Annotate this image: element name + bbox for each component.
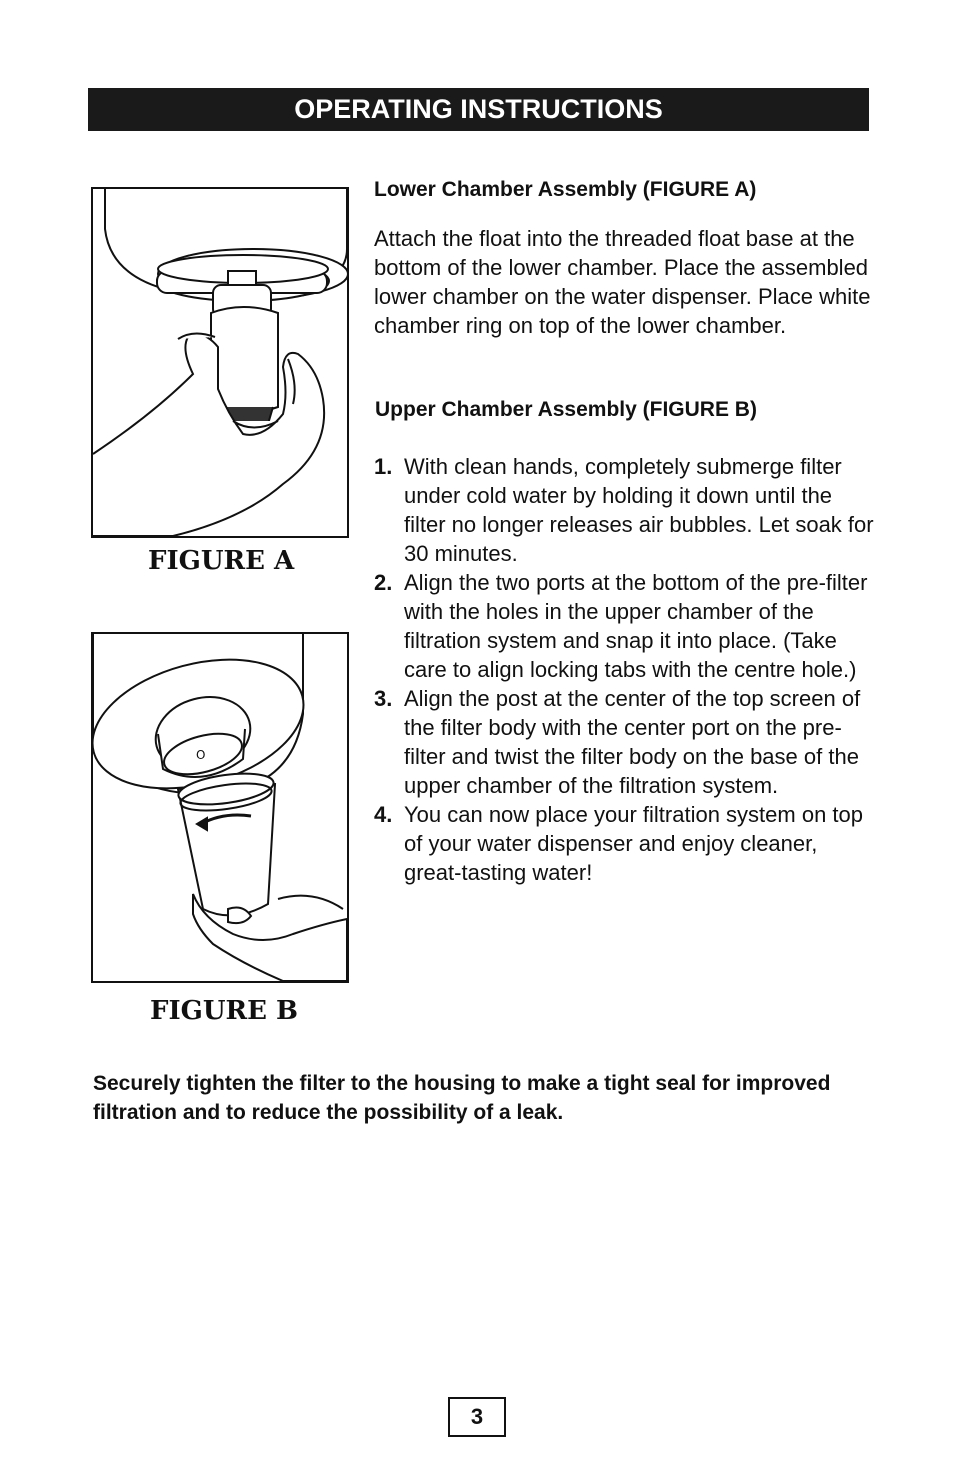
hand-twisting-filter-icon: [93, 634, 347, 981]
list-item: [374, 568, 874, 684]
page-number: 3: [448, 1397, 506, 1437]
step-text: Align the post at the center of the top screen of the filter body with the center port on the pre-filter and twist the filter body on the base of the upper chamber of the filtration system.: [404, 686, 861, 798]
page-title: OPERATING INSTRUCTIONS: [294, 94, 663, 124]
upper-chamber-steps: [374, 452, 874, 887]
svg-text:O: O: [196, 748, 206, 762]
step-number: 3.: [374, 686, 393, 711]
figure-a-illustration: [91, 187, 349, 538]
list-item: [374, 452, 874, 568]
step-number: 2.: [374, 570, 393, 595]
figure-b-illustration: [91, 632, 349, 983]
lower-chamber-heading: Lower Chamber Assembly (FIGURE A): [374, 178, 757, 201]
figure-b-caption: FIGURE B: [150, 996, 298, 1026]
instructions-column: [374, 178, 874, 887]
step-text: Align the two ports at the bottom of the pre-filter with the holes in the upper chamber of the filtration system and snap it into place. (Take care to align locking tabs with the centre hole.): [404, 570, 868, 682]
step-text: With clean hands, completely submerge filter under cold water by holding it down until the filter no longer releases air bubbles. Let soak for 30 minutes.: [404, 454, 874, 566]
step-number: 4.: [374, 802, 393, 827]
hand-attaching-float-icon: [93, 189, 347, 536]
lower-chamber-body: Attach the float into the threaded float base at the bottom of the lower chamber. Place the assembled lower chamber on the water dispenser. Place white chamber ring on top of the lower chamber.: [374, 226, 871, 338]
list-item: [374, 800, 874, 887]
figure-a-caption: FIGURE A: [148, 546, 295, 576]
page-title-bar: [88, 88, 869, 131]
step-text: You can now place your filtration system on top of your water dispenser and enjoy cleaner, great-tasting water!: [404, 802, 864, 885]
step-number: 1.: [374, 454, 393, 479]
list-item: [374, 684, 874, 800]
upper-chamber-heading: Upper Chamber Assembly (FIGURE B): [375, 398, 757, 421]
tightening-note: Securely tighten the filter to the housing to make a tight seal for improved filtration and to reduce the possibility of a leak.: [93, 1072, 831, 1124]
